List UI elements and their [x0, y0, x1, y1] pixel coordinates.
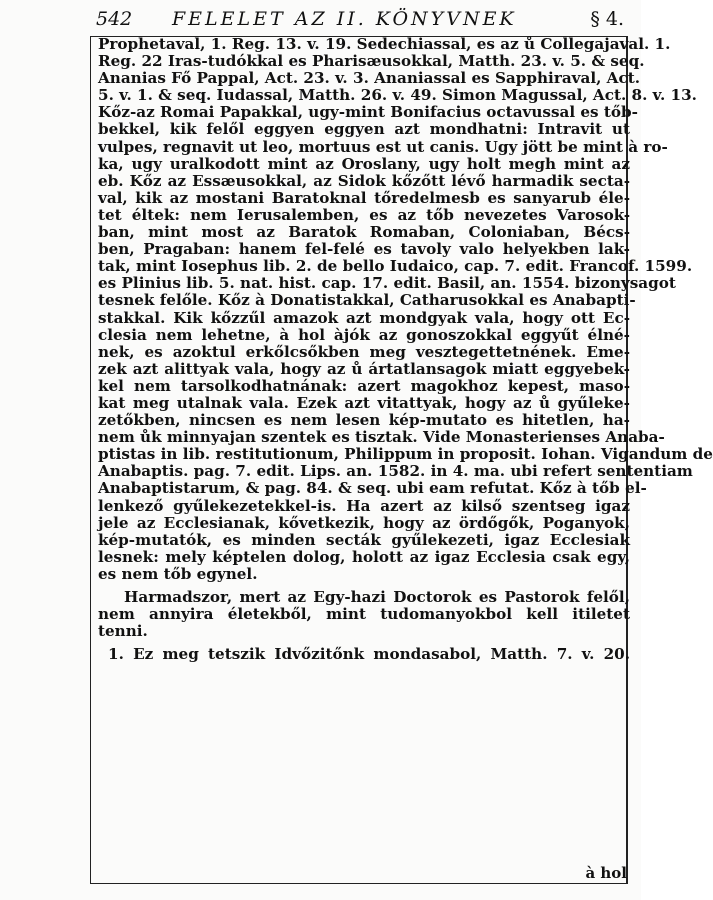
text-line: Kőz-az Romai Papakkal, ugy-mint Bonifacius octavussal es tőb- [98, 103, 638, 122]
text-line: stakkal. Kik kőzzűl amazok azt mondgyak vala, hogy ott Ec- [98, 308, 630, 327]
text-line: ben, Pragaban: hanem fel-felé es tavoly valo helyekben lak- [98, 240, 630, 259]
text-line: eb. Kőz az Essæusokkal, az Sidok kőzőtt lévő harmadik secta- [98, 171, 630, 190]
text-line: ka, ugy uralkodott mint az Oroslany, ugy holt megh mint az [98, 154, 630, 173]
text-line: nem ůk minnyajan szentek es tisztak. Vide Monasterienses Anaba- [98, 428, 665, 447]
text-line: Reg. 22 Iras-tudókkal es Pharisæusokkal, Matth. 23. v. 5. & seq. [98, 52, 645, 71]
text-line: val, kik az mostani Baratoknal tőredelmesb es sanyarub éle- [98, 188, 630, 207]
text-line: 5. v. 1. & seq. Iudassal, Matth. 26. v. 49. Simon Magussal, Act. 8. v. 13. [98, 86, 697, 105]
text-line: lenkező gyűlekezetekkel-is. Ha azert az kilső szentseg igaz [98, 496, 630, 515]
text-line: clesia nem lehetne, à hol àjók az gonoszokkal eggyűt élné- [98, 325, 630, 344]
text-line: Prophetaval, 1. Reg. 13. v. 19. Sedechiassal, es az ů Collegajaval. 1. [98, 35, 671, 53]
running-title: FELELET AZ II. KÖNYVNEK [172, 8, 517, 30]
text-line: tesnek felőle. Kőz à Donatistakkal, Catharusokkal es Anabapti- [98, 291, 636, 310]
text-line: zetőkben, nincsen es nem lesen kép-mutato es hitetlen, ha- [98, 411, 630, 430]
text-line: kat meg utalnak vala. Ezek azt vitattyak, hogy az ů gyűleke- [98, 393, 630, 412]
body-text [98, 35, 713, 664]
paragraph-line: tenni. [98, 622, 148, 641]
text-line: ptistas in lib. restitutionum, Philippum in proposit. Iohan. Vigandum de [98, 445, 713, 464]
text-line: es Plinius lib. 5. nat. hist. cap. 17. edit. Basil, an. 1554. bizonysagot [98, 274, 676, 293]
text-line: bekkel, kik felől eggyen eggyen azt mondhatni: Intravit ut [98, 120, 630, 139]
text-line: Anabaptistarum, & pag. 84. & seq. ubi eam refutat. Kőz à tőb el- [98, 479, 647, 498]
text-line: tak, mint Iosephus lib. 2. de bello Iudaico, cap. 7. edit. Francof. 1599. [98, 257, 693, 276]
text-line: tet éltek: nem Ierusalemben, es az tőb nevezetes Varosok- [98, 205, 630, 224]
text-line: kel nem tarsolkodhatnának: azert magokhoz kepest, maso- [98, 376, 630, 395]
text-line: es nem tőb egynel. [98, 564, 258, 583]
paragraph-line: nem annyira életekből, mint tudomanyokbol kell itiletet [98, 605, 630, 624]
text-line: Anabaptis. pag. 7. edit. Lips. an. 1582. in 4. ma. ubi refert sententiam [98, 462, 693, 481]
text-line: vulpes, regnavit ut leo, mortuus est ut canis. Ugy jött be mint à ro- [98, 137, 668, 156]
section-mark: § 4. [590, 8, 624, 30]
text-line: lesnek: mely képtelen dolog, holott az igaz Ecclesia csak egy, [98, 547, 630, 566]
text-line: ban, mint most az Baratok Romaban, Coloniaban, Bécs- [98, 223, 630, 242]
catchword: à hol [585, 864, 627, 882]
text-line: nek, es azoktul erkőlcsőkben meg vesztegettetnének. Eme- [98, 342, 630, 361]
text-line: Ananias Fő Pappal, Act. 23. v. 3. Ananiassal es Sapphiraval, Act. [98, 69, 641, 88]
text-line: zek azt alittyak vala, hogy az ů ártatlansagok miatt eggyebek- [98, 359, 630, 378]
text-line: kép-mutatók, es minden secták gyűlekezeti, igaz Ecclesiak [98, 530, 630, 549]
numbered-point: 1. Ez meg tetszik Idvőzitőnk mondasabol, Matth. 7. v. 20. [108, 645, 630, 664]
paragraph-line: Harmadszor, mert az Egy-hazi Doctorok es Pastorok felől, [124, 588, 630, 606]
page-header [90, 6, 630, 34]
text-line: jele az Ecclesianak, kővetkezik, hogy az ördőgők, Poganyok, [98, 513, 630, 532]
page-number: 542 [96, 8, 133, 30]
